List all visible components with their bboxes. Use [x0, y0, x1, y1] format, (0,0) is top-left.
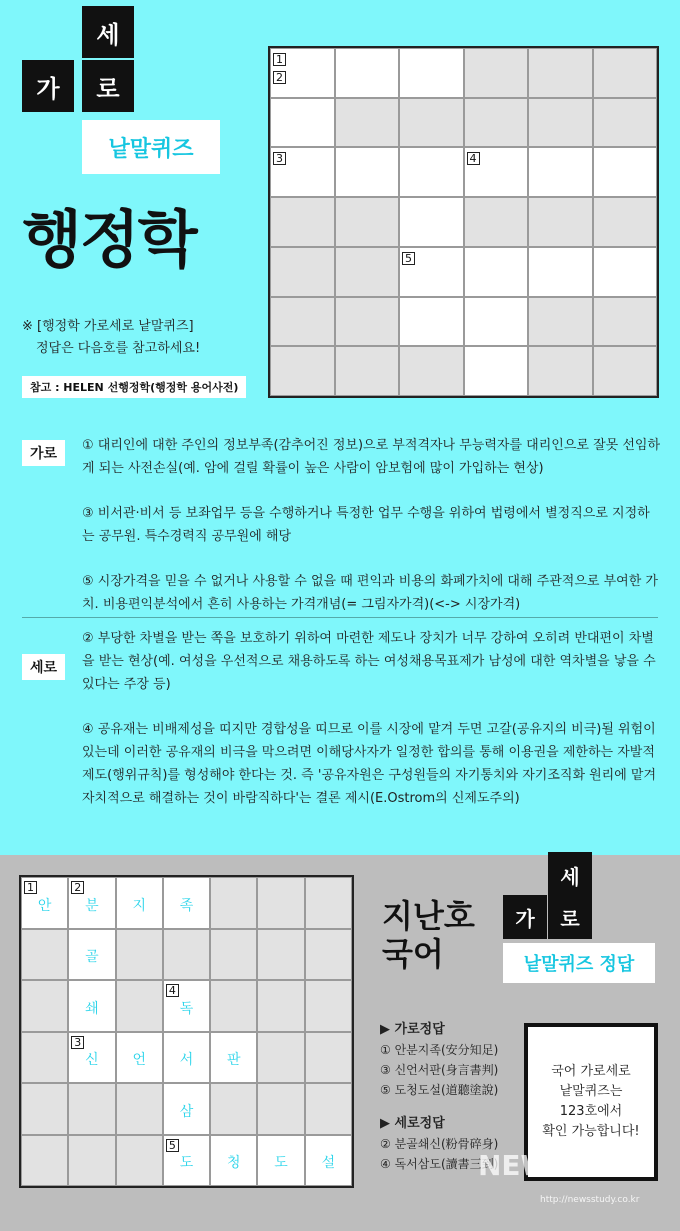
grid-cell-1-2: [399, 98, 464, 148]
grid-cell-0-1[interactable]: [335, 48, 400, 98]
grid-cell-0-5: [593, 48, 658, 98]
logo-ro-block: 로: [82, 60, 134, 112]
info-line-2: 낱말퀴즈는: [559, 1084, 623, 1099]
answer-cell-3-6: [305, 1032, 352, 1084]
answer-cell-0-1: [68, 877, 115, 929]
sero-clue-2: ② 부당한 차별을 받는 쪽을 보호하기 위하여 마련한 제도나 장치가 너무 강하여 오히려 반대편이 차별을 받는 현상(예. 여성을 우선적으로 채용하도록 하는 여성채용목표제가 남성에 대한 역차별을 낳을 수 있다는 주장 등): [82, 631, 656, 692]
garo-clue-5: ⑤ 시장가격을 믿을 수 없거나 사용할 수 없을 때 편익과 비용의 화폐가치에 대해 주관적으로 부여한 가치. 비용편익분석에서 흔히 사용하는 가격개념(= 그림자가격)(<-> 시장가격): [82, 574, 658, 612]
grid-cell-2-5[interactable]: [593, 147, 658, 197]
answer-cell-3-5: [257, 1032, 304, 1084]
answer-char: 도: [179, 1155, 194, 1171]
grid-cell-0-4: [528, 48, 593, 98]
answer-number-1: 1: [24, 881, 37, 894]
answer-cell-1-4: [210, 929, 257, 981]
divider: [22, 617, 658, 618]
answer-cell-5-4: [210, 1135, 257, 1187]
clue-number-4: 4: [467, 152, 480, 165]
grid-cell-2-0[interactable]: [270, 147, 335, 197]
answer-cell-0-3: [163, 877, 210, 929]
grid-cell-6-2: [399, 346, 464, 396]
answer-cell-5-3: [163, 1135, 210, 1187]
answer-char: 도: [274, 1155, 288, 1171]
answer-cell-4-1: [68, 1083, 115, 1135]
note-line-1: ※ [행정학 가로세로 낱말퀴즈]: [22, 319, 194, 334]
answer-cell-3-3: [163, 1032, 210, 1084]
answer-char: 청: [227, 1155, 241, 1171]
answer-cell-5-5: [257, 1135, 304, 1187]
answer-cell-1-1: [68, 929, 115, 981]
grid-cell-6-4: [528, 346, 593, 396]
grid-cell-6-0: [270, 346, 335, 396]
answer-char: 쇄: [85, 1000, 99, 1017]
answer-number-3: 3: [71, 1036, 84, 1049]
grid-cell-6-3[interactable]: [464, 346, 529, 396]
answer-char: 언: [132, 1052, 146, 1068]
answer-grid: [19, 875, 354, 1188]
last-issue-title: [382, 897, 475, 973]
answer-number-2: 2: [71, 881, 84, 894]
info-line-3: 123호에서: [559, 1104, 623, 1119]
last-issue-section: [0, 855, 680, 1231]
answer-cell-1-5: [257, 929, 304, 981]
answer-char: 안: [37, 897, 52, 914]
grid-cell-6-1: [335, 346, 400, 396]
answer-char: 판: [227, 1052, 241, 1068]
answer-char: 설: [321, 1155, 336, 1171]
answer-cell-1-2: [116, 929, 163, 981]
info-line-4: 확인 가능합니다!: [542, 1124, 640, 1139]
grid-cell-5-1: [335, 297, 400, 347]
answer-logo-ga-block: 가: [503, 895, 547, 939]
grid-cell-4-0: [270, 247, 335, 297]
grid-cell-5-3[interactable]: [464, 297, 529, 347]
grid-cell-6-5: [593, 346, 658, 396]
answer-char: 서: [179, 1052, 194, 1068]
clue-number-2: 2: [273, 71, 286, 84]
grid-cell-1-5: [593, 98, 658, 148]
answer-cell-4-0: [21, 1083, 68, 1135]
answer-cell-0-5: [257, 877, 304, 929]
garo-answer-5: ⑤ 도청도설(道聽塗說): [380, 1083, 499, 1097]
answer-cell-2-1: [68, 980, 115, 1032]
answer-cell-2-0: [21, 980, 68, 1032]
logo-subtitle: 낱말퀴즈: [82, 120, 220, 174]
answer-char: 지: [132, 897, 146, 914]
grid-cell-3-3: [464, 197, 529, 247]
grid-cell-1-4: [528, 98, 593, 148]
answer-cell-2-2: [116, 980, 163, 1032]
grid-cell-5-5: [593, 297, 658, 347]
watermark-logo: NEWS: [478, 1149, 572, 1182]
answer-cell-4-4: [210, 1083, 257, 1135]
grid-cell-2-3[interactable]: [464, 147, 529, 197]
grid-cell-3-4: [528, 197, 593, 247]
answer-char: 골: [85, 949, 99, 965]
grid-cell-2-1[interactable]: [335, 147, 400, 197]
answer-cell-5-0: [21, 1135, 68, 1187]
logo-se-block: 세: [82, 6, 134, 58]
sero-clue-4: ④ 공유재는 비배제성을 띠지만 경합성을 띠므로 이를 시장에 맡겨 두면 고갈(공유지의 비극)될 위험이 있는데 이러한 공유재의 비극을 막으려면 이해당사자가 일정한 합의를 통해 이용권을 제한하는 자발적 제도(행위규칙)를 형성해야 한다는 것. 즉 '공유자원은 구성원들의 자기통치와 자기조직화 원리에 맡겨 자치적으로 해결하는 것이 바람직하다'는 결론 제시(E.Ostrom의 신제도주의): [82, 722, 657, 806]
subject-title: 행정학: [22, 203, 196, 276]
answer-cell-5-6: [305, 1135, 352, 1187]
grid-cell-1-0[interactable]: [270, 98, 335, 148]
answer-cell-1-3: [163, 929, 210, 981]
answer-cell-4-2: [116, 1083, 163, 1135]
answer-cell-4-6: [305, 1083, 352, 1135]
answer-cell-0-4: [210, 877, 257, 929]
clue-number-5: 5: [402, 252, 415, 265]
grid-cell-3-0: [270, 197, 335, 247]
answer-cell-2-6: [305, 980, 352, 1032]
answer-cell-5-1: [68, 1135, 115, 1187]
grid-cell-4-3[interactable]: [464, 247, 529, 297]
grid-cell-2-2[interactable]: [399, 147, 464, 197]
grid-cell-3-2[interactable]: [399, 197, 464, 247]
garo-answer-3: ③ 신언서판(身言書判): [380, 1063, 499, 1077]
sero-clues: [82, 627, 662, 832]
grid-cell-0-0[interactable]: [270, 48, 335, 98]
grid-cell-4-2[interactable]: [399, 247, 464, 297]
answer-cell-4-5: [257, 1083, 304, 1135]
last-issue-title-2: 국어: [382, 935, 444, 973]
grid-cell-3-5: [593, 197, 658, 247]
answer-cell-2-3: [163, 980, 210, 1032]
answer-logo-se-block: 세: [548, 852, 592, 898]
garo-label: 가로: [22, 440, 65, 466]
answer-char: 분: [85, 897, 99, 914]
grid-cell-1-1: [335, 98, 400, 148]
answer-cell-3-1: [68, 1032, 115, 1084]
garo-clues: [82, 434, 662, 638]
garo-clue-3: ③ 비서관·비서 등 보좌업무 등을 수행하거나 특정한 업무 수행을 위하여 법령에서 별정직으로 지정하는 공무원. 특수경력직 공무원에 해당: [82, 506, 650, 544]
grid-cell-2-4[interactable]: [528, 147, 593, 197]
answer-char: 독: [179, 1000, 194, 1017]
answer-cell-5-2: [116, 1135, 163, 1187]
garo-answer-heading: ▶ 가로정답: [380, 1022, 445, 1037]
answer-cell-0-6: [305, 877, 352, 929]
garo-answer-1: ① 안분지족(安分知足): [380, 1043, 499, 1057]
info-line-1: 국어 가로세로: [551, 1064, 631, 1079]
grid-cell-3-1: [335, 197, 400, 247]
grid-cell-5-2[interactable]: [399, 297, 464, 347]
answer-number-4: 4: [166, 984, 179, 997]
grid-cell-4-1: [335, 247, 400, 297]
sero-answer-heading: ▶ 세로정답: [380, 1116, 445, 1131]
grid-cell-5-4: [528, 297, 593, 347]
answer-cell-3-0: [21, 1032, 68, 1084]
answer-char: 신: [85, 1052, 99, 1068]
sero-answer-4: ④ 독서삼도(讀書三到): [380, 1157, 499, 1171]
answer-char: 족: [179, 897, 194, 914]
last-issue-title-1: 지난호: [382, 897, 475, 935]
watermark-url: http://newsstudy.co.kr: [540, 1195, 640, 1205]
answer-cell-3-2: [116, 1032, 163, 1084]
answer-cell-2-5: [257, 980, 304, 1032]
grid-cell-0-3: [464, 48, 529, 98]
grid-cell-4-5[interactable]: [593, 247, 658, 297]
answer-cell-0-2: [116, 877, 163, 929]
grid-cell-5-0: [270, 297, 335, 347]
answer-note: [22, 316, 200, 360]
answer-logo-subtitle: 낱말퀴즈 정답: [503, 943, 655, 983]
note-line-2: 정답은 다음호를 참고하세요!: [36, 341, 201, 356]
answer-char: 삼: [179, 1103, 194, 1120]
sero-answer-2: ② 분골쇄신(粉骨碎身): [380, 1137, 499, 1151]
grid-cell-4-4[interactable]: [528, 247, 593, 297]
answer-number-5: 5: [166, 1139, 179, 1152]
logo-ga-block: 가: [22, 60, 74, 112]
reference-label: 참고 : HELEN 선행정학(행정학 용어사전): [22, 376, 246, 398]
sero-label: 세로: [22, 654, 65, 680]
answer-logo-ro-block: 로: [548, 895, 592, 939]
clue-number-3: 3: [273, 152, 286, 165]
answer-cell-4-3: [163, 1083, 210, 1135]
answer-cell-1-6: [305, 929, 352, 981]
crossword-grid: [268, 46, 659, 398]
clue-number-1: 1: [273, 53, 286, 66]
answer-cell-1-0: [21, 929, 68, 981]
answer-cell-3-4: [210, 1032, 257, 1084]
garo-clue-1: ① 대리인에 대한 주인의 정보부족(감추어진 정보)으로 부적격자나 무능력자를 대리인으로 잘못 선임하게 되는 사전손실(예. 암에 걸릴 확률이 높은 사람이 암보험에 많이 가입하는 현상): [82, 438, 660, 476]
grid-cell-0-2[interactable]: [399, 48, 464, 98]
answer-cell-0-0: [21, 877, 68, 929]
grid-cell-1-3: [464, 98, 529, 148]
answer-cell-2-4: [210, 980, 257, 1032]
